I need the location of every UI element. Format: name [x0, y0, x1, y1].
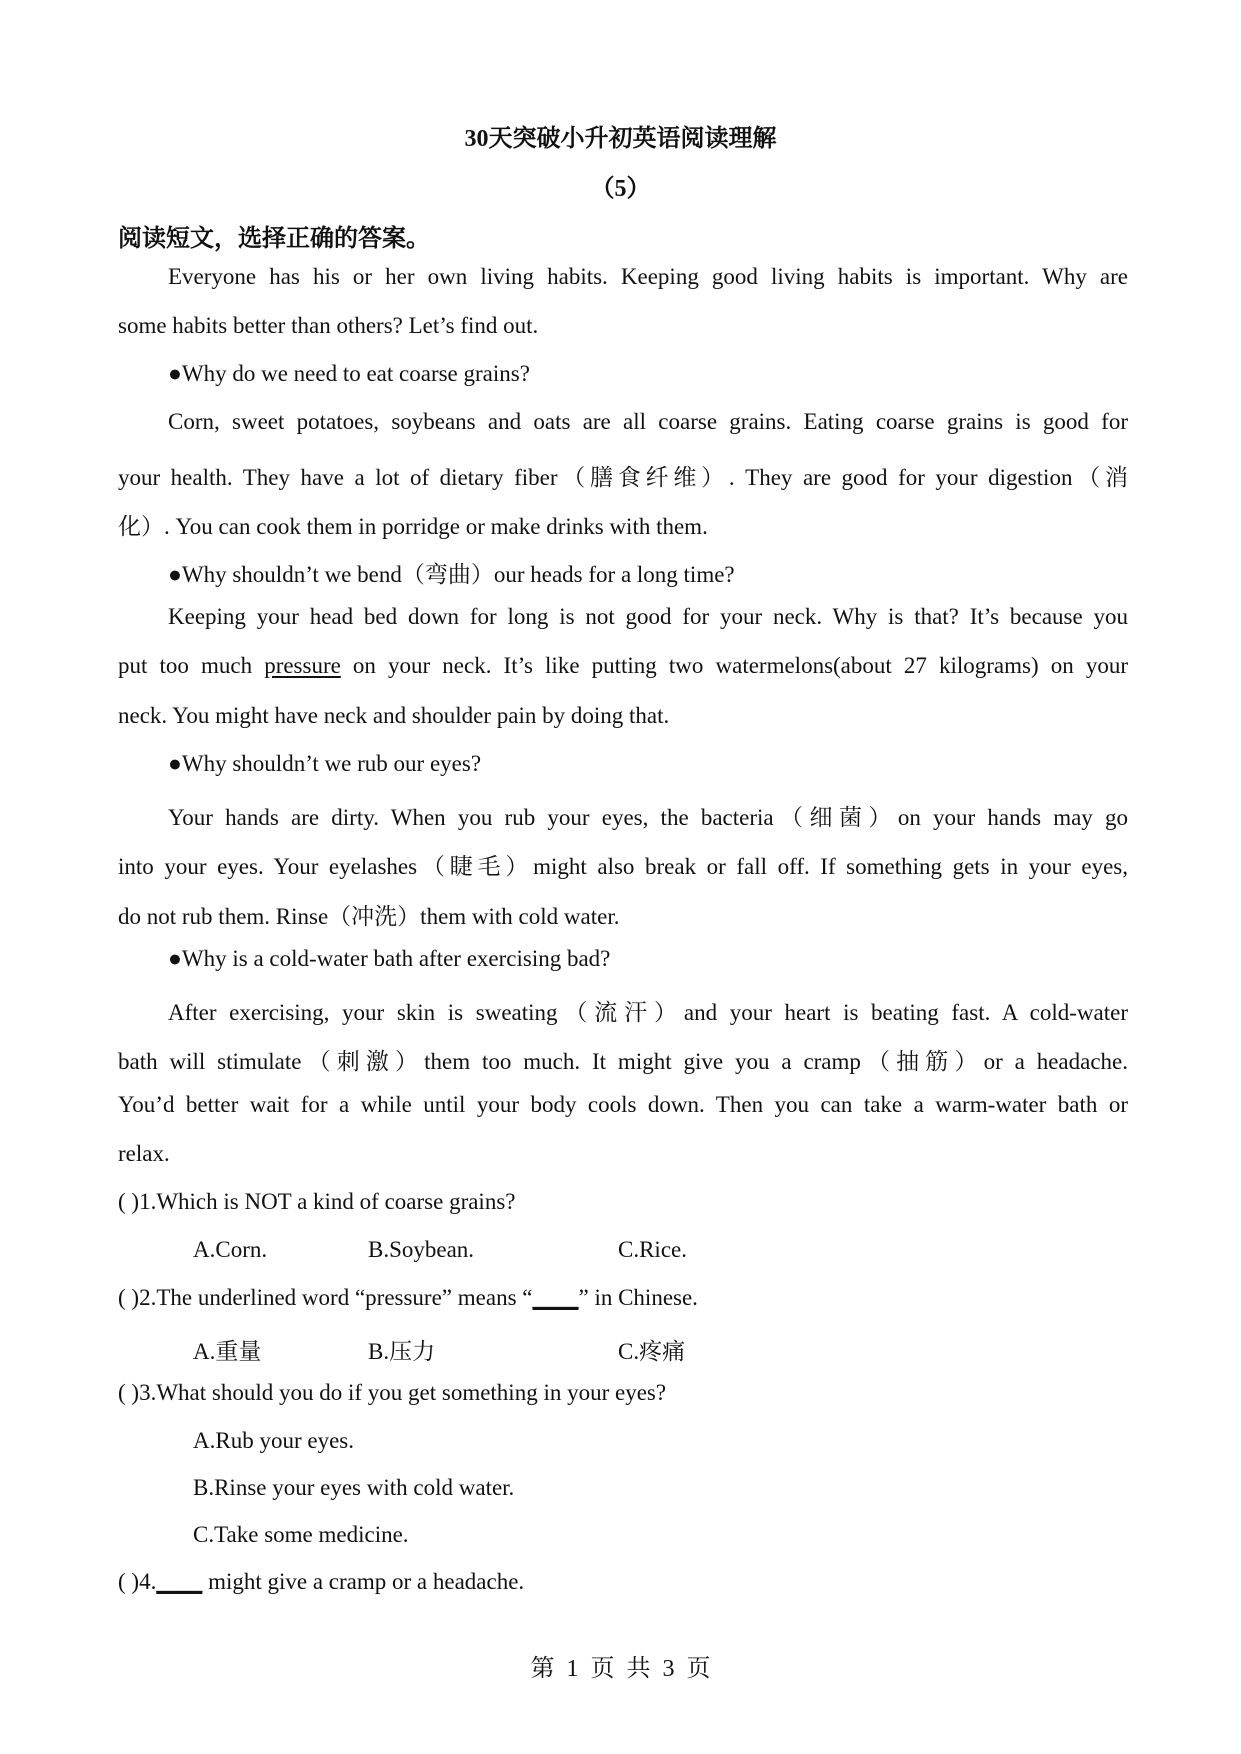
- instruction: 阅读短文，选择正确的答案。: [118, 226, 430, 252]
- page-title: 30天突破小升初英语阅读理解: [464, 126, 777, 152]
- p3-line-3: do not rub them. Rinse（冲洗）them with cold water.: [118, 904, 620, 929]
- q2-text-end: ” in Chinese.: [578, 1285, 698, 1310]
- p3-line-2: into your eyes. Your eyelashes（睫毛）might also break or fall off. If something gets in your eyes,: [118, 854, 1128, 879]
- section-question-4: ●Why is a cold-water bath after exercising bad?: [168, 946, 611, 971]
- p2-line-2: [118, 653, 1128, 679]
- page-subtitle: （5）: [590, 176, 651, 202]
- p2-line-1: Keeping your head bed down for long is not good for your neck. Why is that? It’s because you: [168, 604, 1128, 629]
- p3-line-1: Your hands are dirty. When you rub your eyes, the bacteria（细菌）on your hands may go: [168, 805, 1128, 830]
- p4-line-2: bath will stimulate（刺激）them too much. It might give you a cramp（抽筋）or a headache.: [118, 1049, 1128, 1074]
- q2-blank: ____: [532, 1285, 579, 1310]
- q2-option-c: C.疼痛: [618, 1339, 686, 1364]
- p2-line-2-start: put too much: [118, 653, 265, 678]
- q1-option-b: B.Soybean.: [368, 1237, 475, 1262]
- intro-line-1: Everyone has his or her own living habits. Keeping good living habits is important. Why are: [168, 264, 1128, 289]
- q2-option-a: A.重量: [193, 1339, 262, 1364]
- q2-option-b: B.压力: [368, 1339, 436, 1364]
- q3-option-a: A.Rub your eyes.: [193, 1428, 354, 1453]
- p1-line-1: Corn, sweet potatoes, soybeans and oats are all coarse grains. Eating coarse grains is good for: [168, 409, 1128, 434]
- section-question-1: ●Why do we need to eat coarse grains?: [168, 361, 530, 386]
- page-footer: 第 1 页 共 3 页: [530, 1656, 711, 1682]
- p4-line-1: After exercising, your skin is sweating（流汗）and your heart is beating fast. A cold-water: [168, 1000, 1128, 1025]
- p2-line-2-end: on your neck. It’s like putting two watermelons(about 27 kilograms) on your: [340, 653, 1128, 678]
- q4-text-end: might give a cramp or a headache.: [202, 1569, 525, 1594]
- question-1: ( )1.Which is NOT a kind of coarse grains?: [118, 1189, 516, 1214]
- q2-text-start: ( )2.The underlined word “pressure” means “: [118, 1285, 533, 1310]
- intro-line-2: some habits better than others? Let’s find out.: [118, 313, 539, 338]
- question-3: ( )3.What should you do if you get something in your eyes?: [118, 1380, 667, 1405]
- q1-option-c: C.Rice.: [618, 1237, 687, 1262]
- p1-line-2: your health. They have a lot of dietary fiber（膳食纤维）. They are good for your digestion（消: [118, 465, 1128, 490]
- section-question-2: ●Why shouldn’t we bend（弯曲）our heads for a long time?: [168, 562, 735, 587]
- q4-text-start: ( )4.: [118, 1569, 157, 1594]
- q1-option-a: A.Corn.: [193, 1237, 268, 1262]
- section-question-3: ●Why shouldn’t we rub our eyes?: [168, 751, 482, 776]
- underlined-word-pressure: pressure: [264, 653, 341, 678]
- question-4: [118, 1569, 524, 1595]
- p4-line-4: relax.: [118, 1141, 170, 1166]
- q4-blank: ____: [156, 1569, 203, 1594]
- question-2: [118, 1285, 698, 1311]
- q3-option-b: B.Rinse your eyes with cold water.: [193, 1475, 515, 1500]
- p1-line-3: 化）. You can cook them in porridge or make drinks with them.: [118, 514, 708, 539]
- p2-line-3: neck. You might have neck and shoulder pain by doing that.: [118, 703, 670, 728]
- q3-option-c: C.Take some medicine.: [193, 1522, 409, 1547]
- p4-line-3: You’d better wait for a while until your body cools down. Then you can take a warm-water bath or: [118, 1092, 1128, 1117]
